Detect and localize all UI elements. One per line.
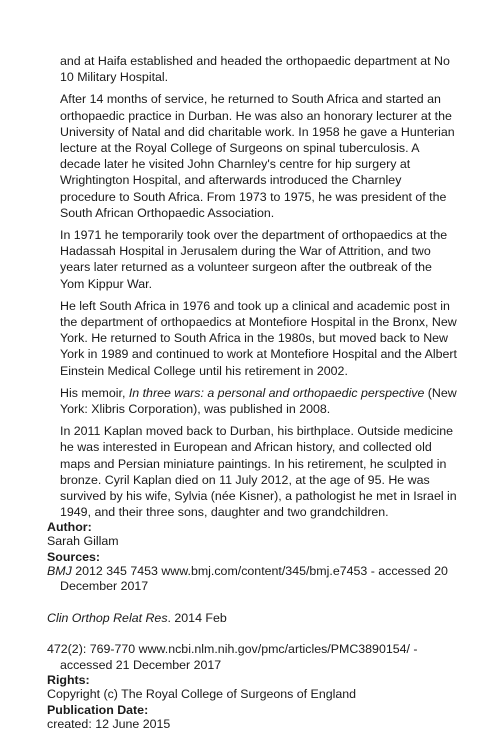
paragraph: In 1971 he temporarily took over the department of orthopaedics at the Hadassah Hospital in Jerusalem during the War of Attrition, and two years later returned as a volunteer surgeon after the outbreak of the Yom Kippur War.	[60, 228, 448, 291]
memoir-paragraph	[60, 385, 457, 417]
source-2-text: . 2014 Feb	[167, 610, 227, 625]
paragraph: After 14 months of service, he returned to South Africa and started an orthopaedic practice in Durban. He was also an honorary lecturer at the University of Natal and did charitable work. In 1958 he gave a Hunterian lecture at the Royal College of Surgeons on spinal tuberculosis. A decade later he visited John Charnley's centre for hip surgery at Wrightington Hospital, and afterwards introduced the Charnley procedure to South Africa. From 1973 to 1975, he was president of the South African Orthopaedic Association.	[60, 92, 455, 220]
source-2-journal: Clin Orthop Relat Res	[47, 610, 168, 625]
memoir-prefix: His memoir,	[60, 385, 129, 400]
author-value: Sarah Gillam	[47, 534, 119, 549]
source-2	[47, 611, 457, 627]
rights-label: Rights:	[47, 673, 90, 688]
paragraph: and at Haifa established and headed the orthopaedic department at No 10 Military Hospital.	[60, 54, 450, 85]
author-label: Author:	[47, 520, 92, 535]
rights-value: Copyright (c) The Royal College of Surgeons of England	[47, 687, 357, 702]
paragraph: He left South Africa in 1976 and took up a clinical and academic post in the department of orthopaedics at Montefiore Hospital in the Bronx, New York. He returned to South Africa in the 1980s, but moved back to New York in 1989 and continued to work at Montefiore Hospital and the Albert Einstein Medical College until his retirement in 2002.	[60, 298, 457, 378]
source-1-journal: BMJ	[47, 563, 72, 578]
source-1	[47, 564, 457, 595]
source-3: 472(2): 769-770 www.ncbi.nlm.nih.gov/pmc/articles/PMC3890154/ - accessed 21 December 2017	[47, 642, 418, 672]
publication-date-label: Publication Date:	[47, 702, 149, 717]
document-page	[47, 53, 457, 732]
memoir-title: In three wars: a personal and orthopaedic perspective	[128, 385, 425, 400]
sources-label: Sources:	[47, 549, 101, 564]
paragraph: In 2011 Kaplan moved back to Durban, his birthplace. Outside medicine he was interested in European and African history, and collected old maps and Persian miniature paintings. In his retirement, he sculpted in bronze. Cyril Kaplan died on 11 July 2012, at the age of 95. He was survived by his wife, Sylvia (née Kisner), a pathologist he met in Israel in 1949, and their three sons, daughter and two grandchildren.	[60, 424, 457, 520]
publication-date-value: created: 12 June 2015	[47, 716, 171, 731]
source-1-text: 2012 345 7453 www.bmj.com/content/345/bmj.e7453 - accessed 20 December 2017	[60, 563, 448, 594]
memoir-suffix: (New York: Xlibris Corporation), was published in 2008.	[60, 385, 457, 417]
